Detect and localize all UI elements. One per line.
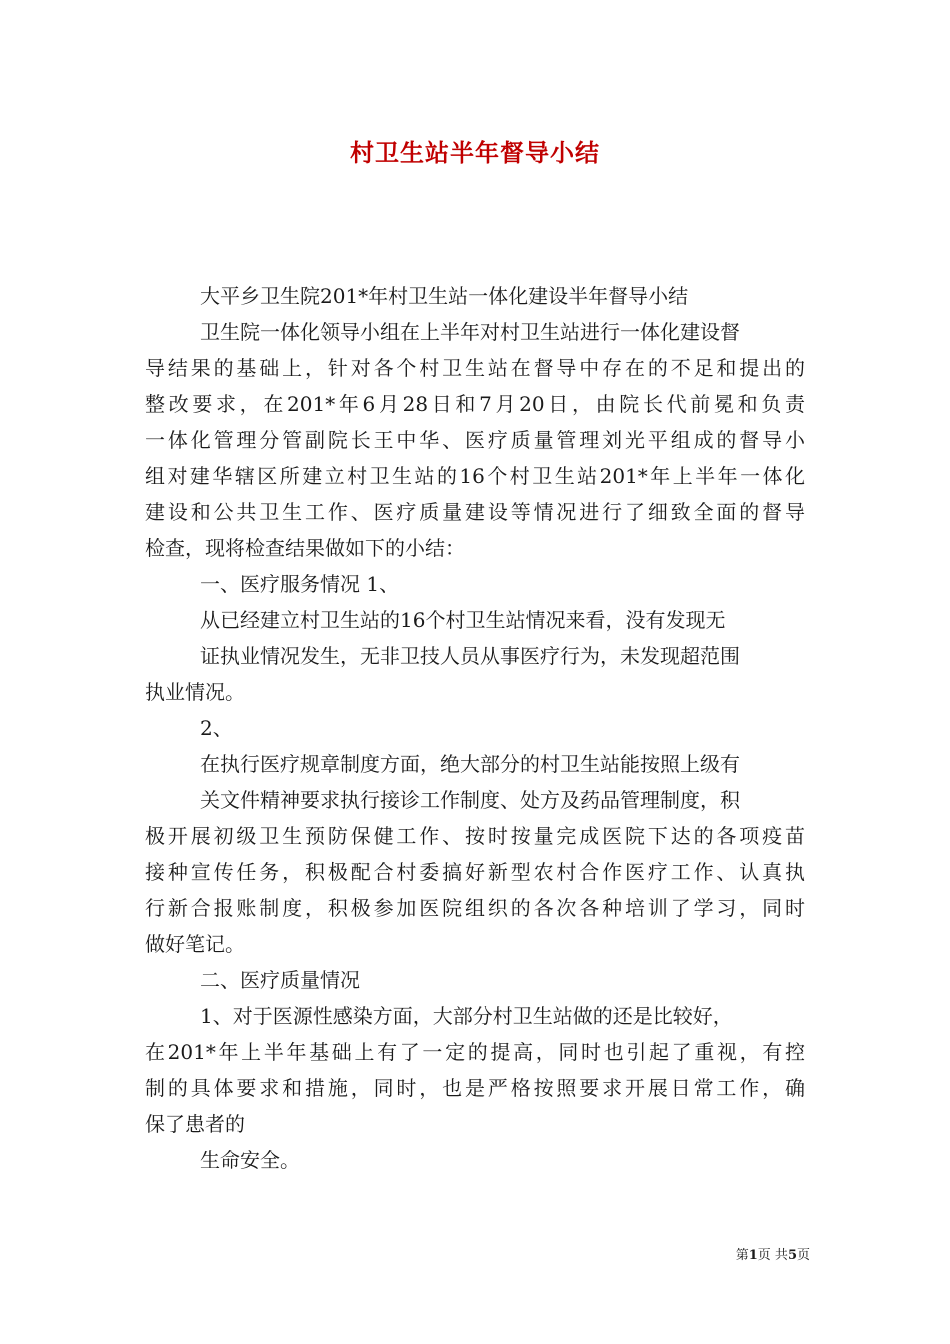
body-line: 1、对于医源性感染方面，大部分村卫生站做的还是比较好，	[200, 1004, 733, 1028]
body-line: 整改要求，在201*年6月28日和7月20日，由院长代前冕和负责	[145, 392, 805, 416]
footer-middle: 页 共	[757, 1248, 788, 1263]
body-line: 制的具体要求和措施，同时，也是严格按照要求开展日常工作，确	[145, 1076, 805, 1100]
body-line: 卫生院一体化领导小组在上半年对村卫生站进行一体化建设督	[200, 320, 740, 344]
body-line: 在201*年上半年基础上有了一定的提高，同时也引起了重视，有控	[145, 1040, 805, 1064]
body-line: 证执业情况发生，无非卫技人员从事医疗行为，未发现超范围	[200, 644, 740, 668]
section-heading: 一、医疗服务情况 1、	[200, 572, 400, 596]
footer-current-page: 1	[748, 1248, 758, 1263]
body-line: 从已经建立村卫生站的16个村卫生站情况来看，没有发现无	[200, 608, 726, 632]
document-title: 村卫生站半年督导小结	[350, 138, 600, 167]
body-line: 建设和公共卫生工作、医疗质量建设等情况进行了细致全面的督导	[145, 500, 805, 524]
footer-total-pages: 5	[787, 1248, 797, 1263]
body-line: 一体化管理分管副院长王中华、医疗质量管理刘光平组成的督导小	[145, 428, 805, 452]
body-line: 行新合报账制度，积极参加医院组织的各次各种培训了学习，同时	[145, 896, 805, 920]
body-line: 在执行医疗规章制度方面，绝大部分的村卫生站能按照上级有	[200, 752, 740, 776]
body-line: 导结果的基础上，针对各个村卫生站在督导中存在的不足和提出的	[145, 356, 805, 380]
body-line: 做好笔记。	[145, 932, 245, 956]
body-line: 极开展初级卫生预防保健工作、按时按量完成医院下达的各项疫苗	[145, 824, 805, 848]
body-line: 关文件精神要求执行接诊工作制度、处方及药品管理制度，积	[200, 788, 740, 812]
item-number: 2、	[200, 716, 233, 740]
body-line: 执业情况。	[145, 680, 245, 704]
footer-suffix: 页	[796, 1248, 810, 1263]
body-line: 大平乡卫生院201*年村卫生站一体化建设半年督导小结	[200, 284, 689, 308]
footer-prefix: 第	[735, 1248, 749, 1263]
body-line: 检查，现将检查结果做如下的小结：	[145, 536, 465, 560]
body-line: 保了患者的	[145, 1112, 245, 1136]
body-line: 组对建华辖区所建立村卫生站的16个村卫生站201*年上半年一体化	[145, 464, 805, 488]
body-line: 接种宣传任务，积极配合村委搞好新型农村合作医疗工作、认真执	[145, 860, 805, 884]
section-heading: 二、医疗质量情况	[200, 968, 360, 992]
page-footer	[690, 1248, 810, 1264]
body-line: 生命安全。	[200, 1148, 300, 1172]
